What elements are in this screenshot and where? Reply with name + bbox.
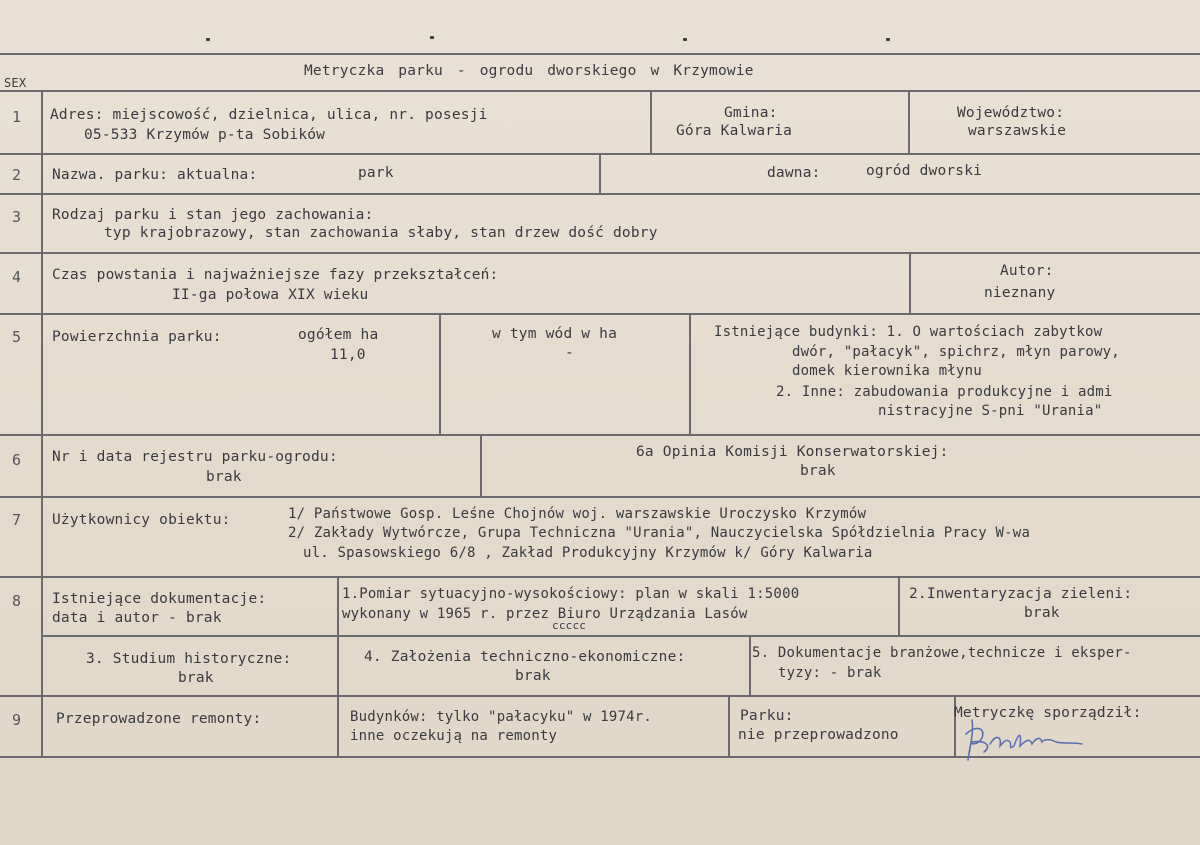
rule	[908, 90, 910, 153]
opinion-value: brak	[800, 463, 836, 479]
rule	[0, 53, 1200, 55]
former-name-value: ogród dworski	[866, 163, 983, 179]
rule	[439, 313, 441, 434]
rule	[0, 313, 1200, 315]
building-repairs-text: Budynków: tylko "pałacyku" w 1974r.	[350, 709, 653, 725]
row-number: 4	[12, 268, 22, 286]
rule	[749, 635, 751, 695]
tech-label: 4. Założenia techniczno-ekonomiczne:	[364, 649, 686, 665]
survey-text: wykonany w 1965 r. przez Biuro Urządzania Lasów	[342, 606, 748, 622]
row-number: 1	[12, 108, 22, 126]
branch-docs-text: 5. Dokumentacje branżowe,technicze i eksper-	[752, 645, 1132, 661]
survey-text: 1.Pomiar sytuacyjno-wysokościowy: plan w skali 1:5000	[342, 586, 800, 602]
corner-mark: SEX	[4, 76, 27, 90]
survey-mark: ccccc	[552, 619, 587, 632]
history-value: brak	[178, 670, 214, 686]
buildings-text: nistracyjne S-pni "Urania"	[878, 403, 1103, 419]
author-label: Autor:	[1000, 263, 1054, 279]
rule	[41, 90, 43, 756]
users-line: ul. Spasowskiego 6/8 , Zakład Produkcyjny Krzymów k/ Góry Kalwaria	[303, 545, 873, 561]
docs-value: data i autor - brak	[52, 610, 222, 626]
former-name-label: dawna:	[767, 165, 821, 181]
register-label: Nr i data rejestru parku-ogrodu:	[52, 449, 338, 465]
row-number: 2	[12, 166, 22, 184]
rule	[0, 90, 1200, 92]
water-area-value: -	[565, 345, 574, 361]
rule	[898, 576, 900, 635]
gmina-value: Góra Kalwaria	[676, 123, 793, 139]
greenery-label: 2.Inwentaryzacja zieleni:	[909, 586, 1133, 602]
origin-time-value: II-ga połowa XIX wieku	[172, 287, 369, 303]
area-total-label: ogółem ha	[298, 327, 379, 343]
building-repairs-text: inne oczekują na remonty	[350, 728, 558, 744]
punch-mark	[206, 38, 210, 41]
gmina-label: Gmina:	[724, 105, 778, 121]
row-number: 5	[12, 328, 22, 346]
opinion-label: 6a Opinia Komisji Konserwatorskiej:	[636, 444, 949, 460]
rule	[0, 496, 1200, 498]
buildings-text: domek kierownika młynu	[792, 363, 982, 379]
row-number: 9	[12, 711, 22, 729]
greenery-value: brak	[1024, 605, 1060, 621]
docs-label: Istniejące dokumentacje:	[52, 591, 267, 607]
buildings-text: dwór, "pałacyk", spichrz, młyn parowy,	[792, 344, 1120, 360]
card-title: Metryczka parku - ogrodu dworskiego w Krzymowie	[304, 63, 754, 79]
rule	[337, 695, 339, 756]
origin-time-label: Czas powstania i najważniejsze fazy przekształceń:	[52, 267, 499, 283]
punch-mark	[430, 36, 434, 39]
row-number: 3	[12, 208, 22, 226]
history-label: 3. Studium historyczne:	[86, 651, 292, 667]
branch-docs-text: tyzy: - brak	[778, 665, 882, 681]
row-number: 6	[12, 451, 22, 469]
row-number: 8	[12, 592, 22, 610]
area-total-value: 11,0	[330, 347, 366, 363]
rule	[0, 695, 1200, 697]
rule	[0, 576, 1200, 578]
punch-mark	[886, 38, 890, 41]
park-name-label: Nazwa. parku: aktualna:	[52, 167, 258, 183]
address-label: Adres: miejscowość, dzielnica, ulica, nr. posesji	[50, 107, 488, 123]
rule	[909, 252, 911, 313]
tech-value: brak	[515, 668, 551, 684]
area-label: Powierzchnia parku:	[52, 329, 222, 345]
users-line: 1/ Państwowe Gosp. Leśne Chojnów woj. warszawskie Uroczysko Krzymów	[288, 506, 867, 522]
park-repairs-value: nie przeprowadzono	[738, 727, 899, 743]
voivodeship-value: warszawskie	[968, 123, 1067, 139]
rule	[599, 153, 601, 193]
rule	[728, 695, 730, 756]
rule	[337, 576, 339, 695]
address-value: 05-533 Krzymów p-ta Sobików	[84, 127, 326, 143]
users-line: 2/ Zakłady Wytwórcze, Grupa Techniczna "Urania", Nauczycielska Spółdzielnia Pracy W-wa	[288, 525, 1031, 541]
voivodeship-label: Województwo:	[957, 105, 1065, 121]
register-value: brak	[206, 469, 242, 485]
rule	[480, 434, 482, 496]
rule	[689, 313, 691, 434]
park-type-label: Rodzaj parku i stan jego zachowania:	[52, 207, 374, 223]
row-number: 7	[12, 511, 22, 529]
water-area-label: w tym wód w ha	[492, 326, 618, 342]
park-type-value: typ krajobrazowy, stan zachowania słaby, stan drzew dość dobry	[104, 225, 658, 241]
handwritten-signature	[960, 712, 1090, 767]
rule	[0, 193, 1200, 195]
prepared-by-label: Metryczkę sporządził:	[954, 705, 1142, 721]
author-value: nieznany	[984, 285, 1056, 301]
park-name-value: park	[358, 165, 394, 181]
rule	[0, 252, 1200, 254]
buildings-text: 2. Inne: zabudowania produkcyjne i admi	[776, 384, 1113, 400]
rule	[650, 90, 652, 153]
rule	[42, 635, 1200, 637]
users-label: Użytkownicy obiektu:	[52, 512, 231, 528]
rule	[0, 434, 1200, 436]
punch-mark	[683, 38, 687, 41]
repairs-label: Przeprowadzone remonty:	[56, 711, 262, 727]
buildings-text: Istniejące budynki: 1. O wartościach zabytkow	[714, 324, 1103, 340]
park-repairs-label: Parku:	[740, 708, 794, 724]
